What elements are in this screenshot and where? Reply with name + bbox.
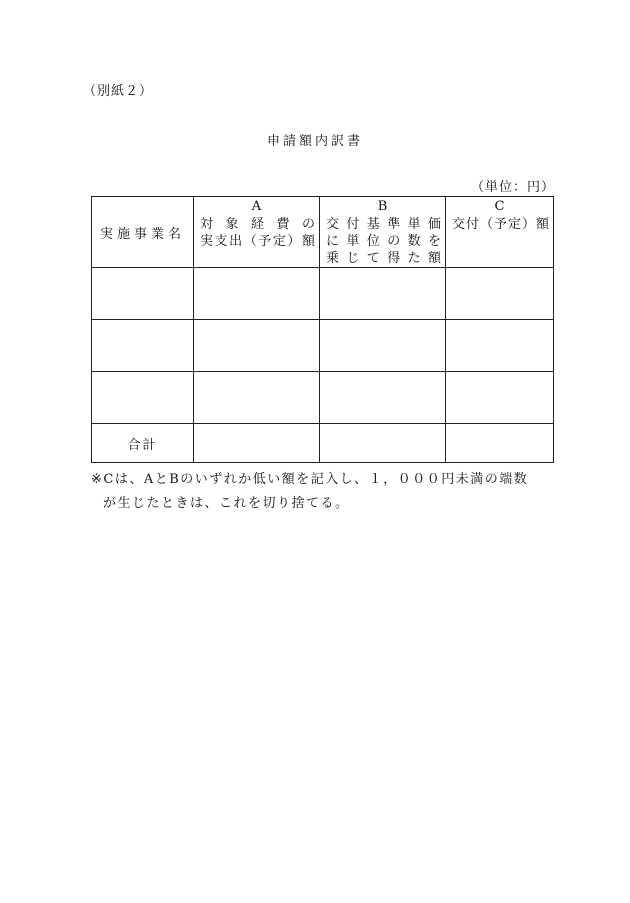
header-column-b [320, 197, 446, 268]
document-title: 申請額内訳書 [266, 134, 363, 149]
table-row [92, 320, 554, 372]
header-b-line3: 乗じて得た額 [326, 251, 441, 266]
table-row [92, 372, 554, 424]
header-column-a [194, 197, 320, 268]
table-cell [194, 372, 320, 424]
table-cell [320, 424, 446, 463]
total-label: 合計 [92, 424, 194, 463]
header-c-letter: C [494, 199, 505, 214]
table-cell [320, 268, 446, 320]
table-cell [92, 372, 194, 424]
table-total-row [92, 424, 554, 463]
header-c-line1: 交付（予定）額 [452, 217, 549, 232]
header-b-line1: 交付基準単価 [326, 217, 441, 232]
footnote-line1: ※Cは、AとBのいずれか低い額を記入し、１，０００円未満の端数 [91, 472, 529, 487]
header-b-letter: B [377, 199, 388, 214]
table-cell [92, 320, 194, 372]
table-cell [194, 424, 320, 463]
table-cell [446, 268, 554, 320]
header-b-line2: に単位の数を [326, 234, 441, 249]
header-column-c [446, 197, 554, 268]
footnote [91, 468, 561, 516]
header-a-line1: 対象経費の [200, 217, 315, 232]
header-a-line2: 実支出（予定）額 [200, 234, 315, 249]
footnote-line2: が生じたときは、これを切り捨てる。 [103, 496, 350, 511]
table-cell [446, 320, 554, 372]
table-cell [446, 372, 554, 424]
table-row [92, 268, 554, 320]
table-cell [320, 372, 446, 424]
table-cell [320, 320, 446, 372]
header-a-letter: A [251, 199, 262, 214]
table-header-row [92, 197, 554, 268]
table-cell [446, 424, 554, 463]
header-project-name: 実施事業名 [92, 197, 194, 268]
attachment-label: （別紙２） [83, 84, 154, 99]
table-cell [194, 268, 320, 320]
table-cell [92, 268, 194, 320]
unit-label: （単位：円） [470, 180, 555, 195]
application-amount-table [91, 196, 554, 463]
table-cell [194, 320, 320, 372]
